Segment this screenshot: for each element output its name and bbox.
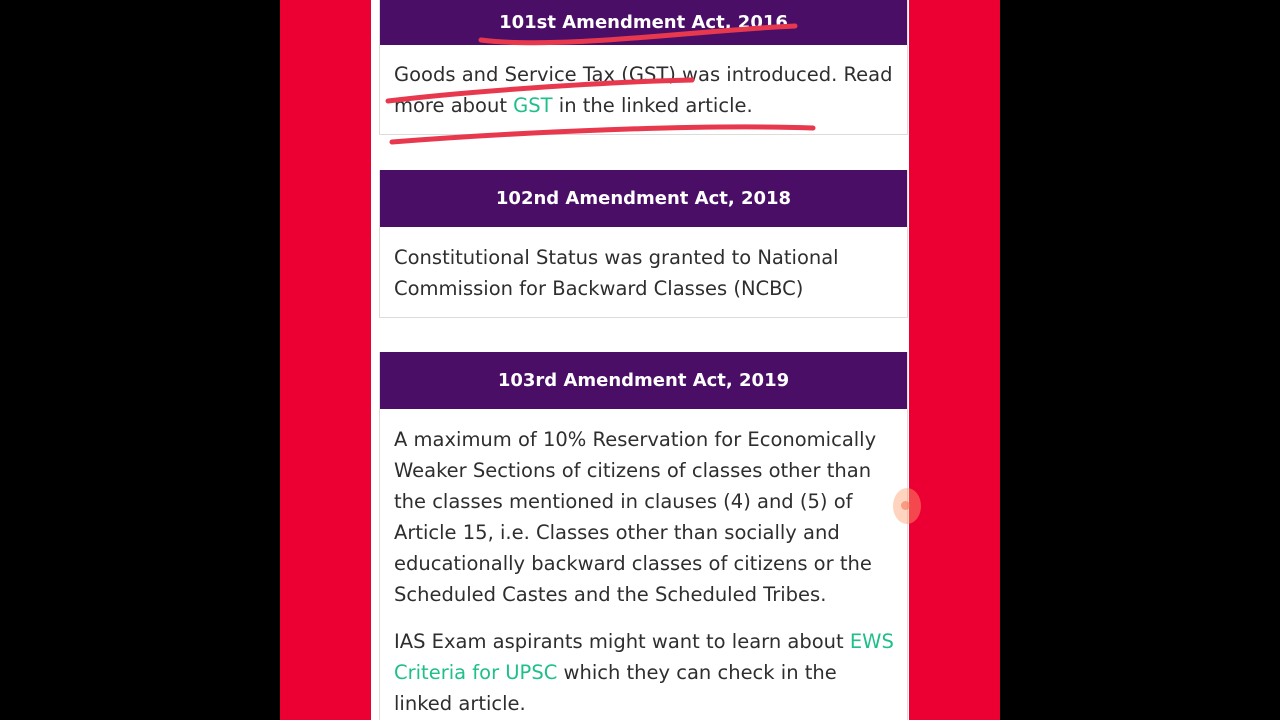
card-text: Constitutional Status was granted to National Commission for Backward Classes (NCBC) — [394, 246, 839, 300]
ews-criteria-link[interactable]: EWS Criteria for UPSC — [394, 630, 894, 684]
amendment-card-101 — [379, 0, 908, 135]
touch-indicator — [893, 488, 921, 524]
gst-link[interactable]: GST — [513, 94, 553, 117]
amendment-card-102 — [379, 170, 908, 318]
note-text: IAS Exam aspirants might want to learn about — [394, 630, 850, 653]
card-description — [380, 45, 907, 121]
card-title: 102nd Amendment Act, 2018 — [380, 170, 907, 227]
card-text: A maximum of 10% Reservation for Economically Weaker Sections of citizens of classes other than the classes mentioned in clauses (4) and (5) of Article 15, i.e. Classes other than socially and educationally backward classes of citizens or the Scheduled Castes and the Scheduled Tribes. — [394, 428, 877, 606]
amendment-card-103 — [379, 352, 908, 720]
card-note — [394, 626, 901, 719]
card-text: Goods and Service Tax (GST) was introduced. Read more about — [394, 63, 893, 117]
note-text: which they can check in the linked article. — [394, 661, 837, 715]
card-text: in the linked article. — [552, 94, 753, 117]
card-description — [380, 227, 907, 304]
card-title: 101st Amendment Act, 2016 — [380, 0, 907, 45]
card-description — [380, 409, 907, 719]
article-page[interactable] — [371, 0, 909, 720]
card-title: 103rd Amendment Act, 2019 — [380, 352, 907, 409]
